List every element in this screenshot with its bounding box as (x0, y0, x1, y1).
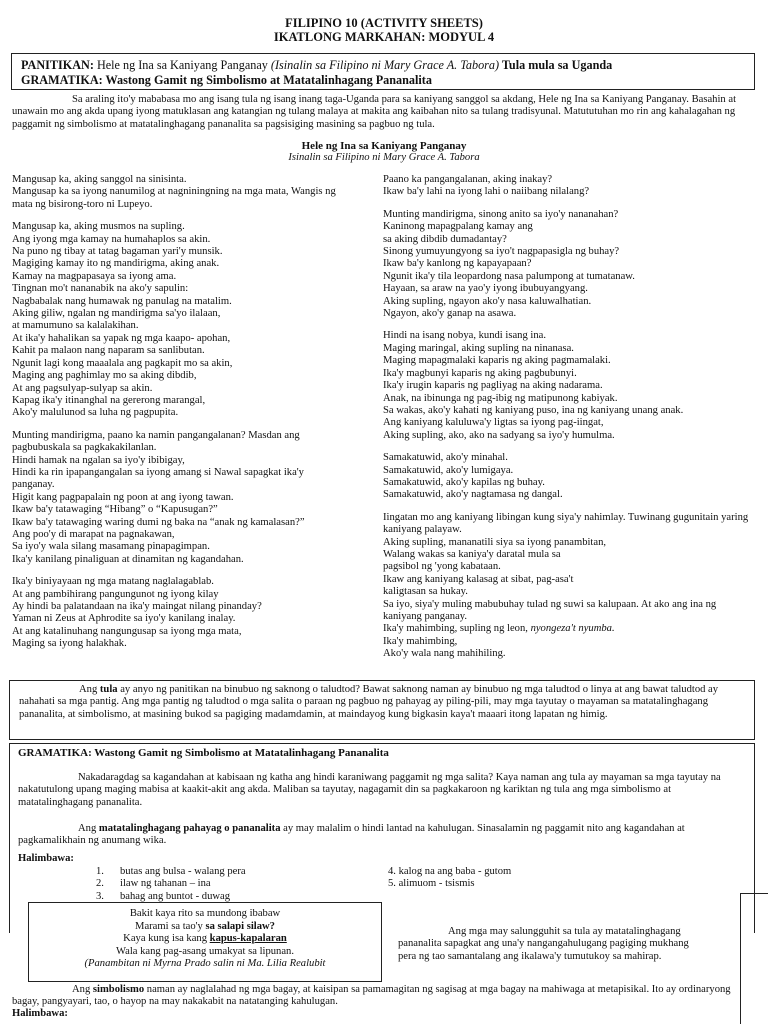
side-note-line2: pananalita sapagkat ang una'y nangangahulugang pagiging mukhang (398, 938, 689, 950)
example-number: 3. (96, 890, 104, 902)
poem-line: Munting mandirigma, paano ka namin pangangalanan? Masdan ang (12, 429, 300, 441)
poem-line: Mangusap ka, aking musmos na supling. (12, 221, 185, 233)
quote-box (28, 902, 382, 982)
example-item: 4. kalog na ang baba - gutom (388, 866, 512, 877)
poem-line: Sinong yumuyungyong sa iyo't nagpapasigla ng buhay? (383, 246, 620, 258)
poem-line: Aking supling, mananatili siya sa iyong panambitan, (383, 536, 607, 548)
poem-line: Kapag ika'y itinanghal na gererong marangal, (12, 394, 206, 406)
poem-line: Hindi na isang nobya, kundi isang ina. (383, 330, 547, 342)
poem-line: Ako'y malulunod sa luha ng pagpupita. (12, 407, 179, 419)
panitikan-origin: Tula mula sa Uganda (499, 58, 613, 72)
simbolismo-term: simbolismo (92, 984, 145, 995)
stanza-break (383, 442, 755, 452)
poem-line: sa aking dibdib dumadantay? (383, 233, 507, 245)
sheet-subtitle: IKATLONG MARKAHAN: MODYUL 4 (273, 30, 495, 44)
poem-line: Ika'y irugin kaparis ng pagliyag na aking nadarama. (383, 380, 603, 392)
poem-line: Yaman ni Zeus at Aphrodite sa iyo'y kanilang inalay. (12, 613, 236, 625)
stanza-break (12, 420, 380, 430)
poem-line: Ngayon, ako'y ganap na asawa. (383, 308, 517, 320)
poem-line: pagbubuskala sa pagkakakilanlan. (12, 442, 157, 454)
quote-line3a: Kaya kung isa kang (123, 933, 210, 945)
poem-line: at mamumuno sa kalalakihan. (12, 320, 139, 332)
sheet-title: FILIPINO 10 (ACTIVITY SHEETS) (285, 16, 483, 30)
poem-line: Paano ka pangangalanan, aking inakay? (383, 174, 553, 185)
gramatika-para1: Nakadaragdag sa kagandahan at kabisaan ng katha ang hindi karaniwang paggamit ng mga salita? Kaya naman ang tula ay mayaman sa mga tayutay na nakatutulong upang maging mabisa at kaakit-akit ang akda. Maliban sa tayutay, nagagamit din sa pagkakaroon ng kariktan ng tula ang mga simbolismo at matatalinghagang pananalita. (18, 772, 721, 808)
poem-line: At ang katalinuhang nangungusap sa iyong mga mata, (12, 625, 242, 637)
poem-line: At ang pagsulyap-sulyap sa akin. (12, 382, 153, 394)
poem-right-wrap1: Iingatan mo ang kaniyang libingan kung siya'y nahimlay. Tuwinang gugunitain yaring kaniyang palayaw. (383, 511, 749, 536)
side-note-line1: Ang mga may salungguhit sa tula ay matatalinghagang (448, 926, 681, 937)
poem-line: Sa wakas, ako'y kahati ng kaniyang puso, ina ng kaniyang unang anak. (383, 404, 684, 416)
poem-line: Ikaw ba'y tatawaging “Hibang” o “Kapusugan?” (12, 504, 218, 516)
gramatika-para2-lead: Ang (78, 823, 99, 834)
side-note-line3: pera ng tao samantalang ang ikalawa'y tumutukoy sa mahirap. (398, 950, 662, 962)
poem-line: Maging ang paghimlay mo sa aking dibdib, (12, 370, 197, 382)
tula-lead: Ang (79, 684, 100, 695)
poem-line: Samakatuwid, ako'y lumigaya. (383, 464, 514, 476)
quote-line2a: Marami sa tao'y (135, 920, 206, 932)
poem-right-wrap2: Sa iyo, siya'y muling mabubuhay tulad ng suwi sa kalupaan. At ako ang ina ng kaniyang panganay. (383, 598, 717, 622)
poem-right-last2: Ika'y mahimbing, (383, 635, 458, 647)
poem-line: At ika'y hahalikan sa yapak ng mga kaapo- apohan, (12, 332, 231, 344)
poem-line: Walang wakas sa kaniya'y daratal mula sa (383, 548, 561, 560)
poem-line: Magiging kamay ito ng mandirigma, aking anak. (12, 258, 220, 270)
poem-line: Samakatuwid, ako'y nagtamasa ng dangal. (383, 489, 563, 501)
poem-line: Tingnan mo't nananabik na ako'y sapulin: (12, 283, 189, 295)
stanza-break (12, 566, 380, 576)
poem-line: Maging maringal, aking supling na ninanasa. (383, 342, 574, 354)
simbolismo-text: naman ay naglalahad ng mga bagay, at kaisipan sa pamamagitan ng sagisag at mga bagay na mahiwaga at metapisikal. Ito ay ordinaryong bagay, pangyayari, tao, o hayop na may nakakabit na natatanging kahulugan. (12, 984, 731, 1008)
poem-line: Mangusap ka, aking sanggol na sinisinta. (12, 174, 187, 185)
poem-right-column (383, 174, 755, 661)
quote-line4: Wala kang pag-asang umakyat sa lipunan. (115, 945, 294, 957)
stanza-break (383, 320, 755, 330)
tula-definition-box (9, 680, 755, 740)
stanza-break (383, 199, 755, 209)
poem-line: mata ng bisirong-toro ni Lupeyo. (12, 198, 153, 210)
poem-line: Maging mapagmalaki kaparis ng aking pagmamalaki. (383, 355, 611, 367)
poem-line: Aking giliw, ngalan ng mandirigma sa'yo ilalaan, (12, 308, 221, 320)
poem-line: Ikaw ba'y tatawaging waring dumi ng baka na “anak ng kamalasan?” (12, 516, 305, 528)
poem-right-last1-italic: nyongeza't nyumba. (530, 623, 615, 635)
gramatika-para2-term: matatalinghagang pahayag o pananalita (98, 823, 281, 834)
tula-term: tula (99, 684, 118, 695)
poem-line: pagsibol ng 'yong kabataan. (383, 561, 501, 573)
poem-line: kaligtasan sa hukay. (383, 586, 468, 598)
gramatika-topic: GRAMATIKA: Wastong Gamit ng Simbolismo at Matatalinhagang Pananalita (21, 72, 432, 87)
example-item (96, 866, 376, 878)
example-item: 5. alimuom - tsismis (388, 878, 475, 890)
poem-line: Higit kang pagpapalain ng poon at ang iyong tawan. (12, 491, 234, 503)
poem-line: Ikaw ba'y lahi na iyong lahi o naiibang nilalang? (383, 186, 590, 198)
poem-line: Sa iyo'y wala silang masamang pinapagimpan. (12, 541, 210, 553)
gramatika-heading: GRAMATIKA: Wastong Gamit ng Simbolismo at Matatalinhagang Pananalita (18, 747, 389, 759)
example-number: 2. (96, 878, 104, 890)
simbolismo-halimbawa: Halimbawa: (12, 1008, 68, 1019)
poem-line: Ngunit lagi kong maaalala ang pagkapit mo sa akin, (12, 357, 233, 369)
stanza-break (12, 211, 380, 221)
poem-line: Ika'y biniyayaan ng mga matang naglalagablab. (12, 576, 214, 588)
quote-line5: (Panambitan ni Myrna Prado salin ni Ma. Lilia Realubit (84, 958, 326, 970)
poem-right-last3: Ako'y wala nang mahihiling. (383, 648, 506, 660)
panitikan-label: PANITIKAN: (21, 58, 94, 72)
poem-line: Kamay na magpapasaya sa iyong ama. (12, 270, 177, 282)
poem-line: Ang kaniyang kaluluwa'y ligtas sa iyong pag-iingat, (383, 417, 604, 429)
examples-right (388, 866, 668, 891)
poem-title: Hele ng Ina sa Kaniyang Panganay (301, 140, 467, 152)
poem-line: Hayaan, sa araw na yao'y iyong ibubuyangyang. (383, 283, 588, 295)
simbolismo-lead: Ang (72, 984, 93, 995)
examples-left (96, 866, 376, 903)
poem-line: Hindi hamak na ngalan sa iyo'y ibibigay, (12, 454, 185, 466)
poem-line: Hindi ka rin ipapangangalan sa iyong amang si Nawal sapagkat ika'y (12, 466, 304, 478)
poem-right-last1: Ika'y mahimbing, supling ng leon, (383, 623, 531, 635)
poem-line: Aking supling, ako, ako na sadyang sa iyo'y humulma. (383, 429, 615, 441)
poem-line: Kahit pa malaon nang naparam sa sanlibutan. (12, 345, 205, 357)
poem-line: Nagbabalak nang humawak ng panulag na matalim. (12, 295, 232, 307)
topic-box (11, 53, 755, 90)
poem-line: Aking supling, ngayon ako'y nasa kaluwalhatian. (383, 295, 592, 307)
poem-line: Ika'y kanilang pinaliguan at dinamitan ng kagandahan. (12, 553, 244, 565)
example-text: bahag ang buntot - duwag (120, 890, 231, 902)
poem-line: Munting mandirigma, sinong anito sa iyo'y nananahan? (383, 208, 619, 220)
poem-line: Samakatuwid, ako'y minahal. (383, 452, 508, 464)
poem-line: Ang iyong mga kamay na humahaplos sa akin. (12, 233, 211, 245)
poem-line: Samakatuwid, ako'y kapilas ng buhay. (383, 476, 545, 488)
poem-line: Ang poo'y di marapat na pagnakawan, (12, 528, 175, 540)
poem-line: Ika'y magbunyi kaparis ng aking pagbubunyi. (383, 367, 577, 379)
poem-line: Ay hindi ba palatandaan na ika'y maingat nilang pinanday? (12, 601, 262, 612)
poem-line: Ikaw ba'y kanlong ng kapayapaan? (383, 258, 532, 270)
quote-line3b: kapus-kapalaran (209, 933, 287, 945)
quote-line1: Bakit kaya rito sa mundong ibabaw (129, 908, 281, 919)
poem-line: Ikaw ang kaniyang kalasag at sibat, pag-asa't (383, 573, 574, 585)
example-text: butas ang bulsa - walang pera (120, 866, 246, 877)
poem-line: Ngunit ika'y tila leopardong nasa palumpong at tumatanaw. (383, 270, 635, 282)
panitikan-credit: (Isinalin sa Filipino ni Mary Grace A. Tabora) (270, 58, 500, 72)
poem-line: Kaninong mapagpalang kamay ang (383, 221, 533, 233)
example-text: ilaw ng tahanan – ina (120, 878, 211, 890)
poem-line: Maging sa iyong halakhak. (12, 638, 127, 650)
poem-line: Mangusap ka sa iyong nanumilog at nagniningning na mga mata, Wangis ng (12, 186, 336, 198)
example-number: 1. (96, 866, 104, 877)
poem-line: Na puno ng tibay at tatag bagaman yari'y munsik. (12, 246, 223, 258)
poem-line: Anak, na ibinunga ng pag-ibig ng matipunong kabiyak. (383, 392, 618, 404)
poem-left-column (12, 174, 380, 651)
halimbawa-label: Halimbawa: (18, 853, 74, 864)
example-item (96, 878, 376, 890)
poem-line: At ang pambihirang pangungunot ng iyong kilay (12, 588, 219, 600)
tula-text: ay anyo ng panitikan na binubuo ng saknong o taludtod? Bawat saknong naman ay binubuo ng mga taludtod o linya at ang bawat taludtod ay nahahati sa mga pantig. Ang mga pantig ng taludtod o mga salita o paraan ng pagbuo ng pahayag ay piling-pili, may mga tayutay o mayaman sa matatalinghagang pananalita, at simbolismo, at masining bukod sa pagiging madamdamin, at maindayog kung bigkasin kaya't maaari itong lapatan ng himig. (19, 684, 719, 720)
gramatika-para2-text: ay may malalim o hindi lantad na kahulugan. Sinasalamin ng paggamit nito ang kagandahan at pagkamalikhain ng anumang wika. (18, 823, 685, 847)
poem-line: panganay. (12, 479, 55, 491)
intro-paragraph: Sa araling ito'y mababasa mo ang isang tula ng isang inang taga-Uganda para sa kaniyang sanggol sa akdang, Hele ng Ina sa Kaniyang Panganay. Basahin at unawain mo ang akda upang iyong matuklasan ang katangian ng tulang malaya at makita ang kaibahan nito sa tulang tradisyunal. Matututuhan mo rin ang kahalagahan ng paggamit ng simbolismo at matatalinghagang pananalita sa pagsisiging masining sa pagbuo ng tula. (12, 94, 737, 130)
panitikan-title: Hele ng Ina sa Kaniyang Panganay (93, 58, 271, 72)
quote-line2b: sa salapi silaw? (205, 920, 275, 932)
poem-credit: Isinalin sa Filipino ni Mary Grace A. Tabora (288, 152, 480, 163)
side-note (398, 926, 738, 963)
